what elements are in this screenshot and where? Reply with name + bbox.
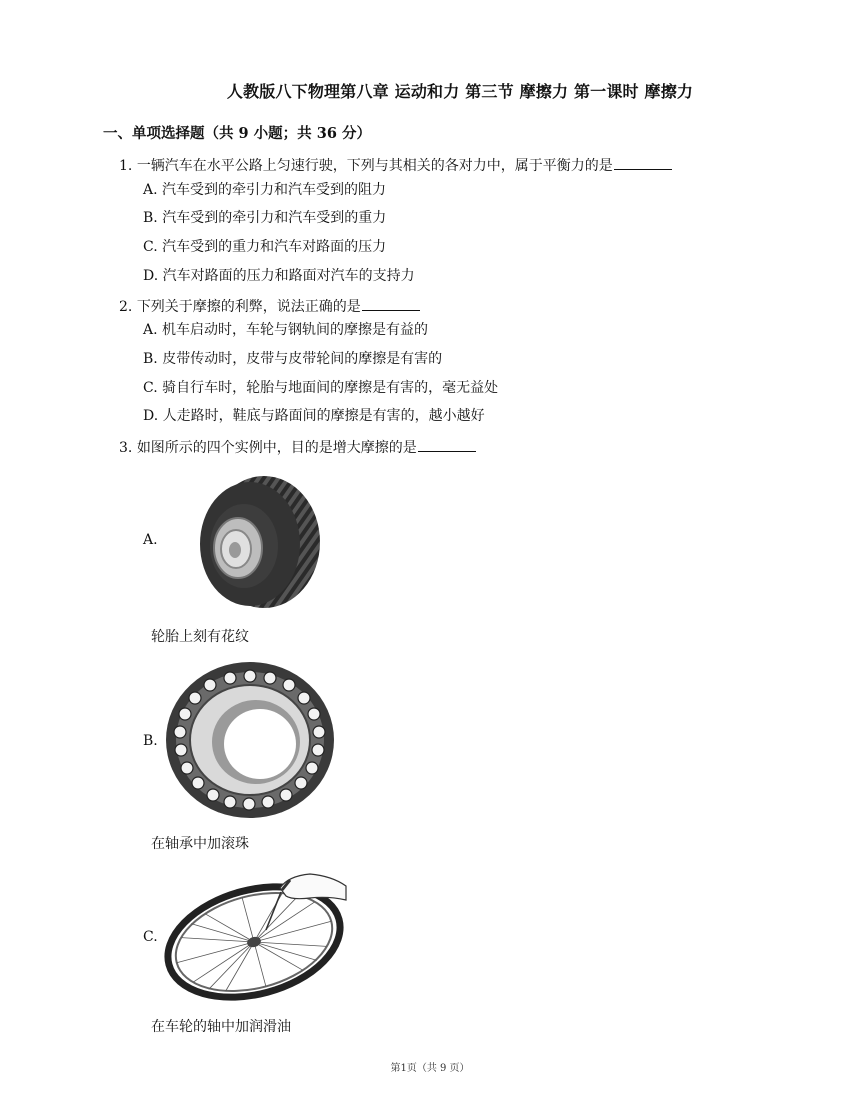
option-a: A. 机车启动时，车轮与钢轨间的摩擦是有益的 (143, 322, 429, 338)
question-2 (119, 296, 420, 316)
question-text: 一辆汽车在水平公路上匀速行驶，下列与其相关的各对力中，属于平衡力的是 (136, 158, 613, 174)
answer-blank (362, 298, 420, 311)
image-option-b-caption: 在轴承中加滚珠 (151, 836, 249, 852)
question-text: 如图所示的四个实例中，目的是增大摩擦的是 (136, 440, 417, 456)
bicycle-wheel-oil-image (160, 866, 352, 1012)
option-b: B. 皮带传动时，皮带与皮带轮间的摩擦是有害的 (143, 351, 443, 367)
image-option-a-caption: 轮胎上刻有花纹 (151, 629, 249, 645)
answer-blank (614, 157, 672, 170)
option-a: A. 汽车受到的牵引力和汽车受到的阻力 (143, 182, 387, 198)
question-3 (119, 437, 476, 457)
image-option-c-caption: 在车轮的轴中加润滑油 (151, 1019, 291, 1035)
answer-blank (418, 439, 476, 452)
question-text: 下列关于摩擦的利弊，说法正确的是 (136, 299, 361, 315)
image-option-c-label: C. (143, 929, 158, 945)
page-title: 人教版八下物理第八章 运动和力 第三节 摩擦力 第一课时 摩擦力 (226, 82, 694, 101)
question-1 (119, 155, 672, 175)
option-c: C. 汽车受到的重力和汽车对路面的压力 (143, 239, 387, 255)
question-number: 1. (119, 158, 133, 174)
page-footer: 第1页（共 9 页） (390, 1063, 470, 1074)
section-heading: 一、单项选择题（共 9 小题；共 36 分） (103, 125, 371, 142)
question-number: 3. (119, 440, 133, 456)
option-d: D. 人走路时，鞋底与路面间的摩擦是有害的，越小越好 (143, 408, 485, 424)
image-option-b-label: B. (143, 733, 158, 749)
image-option-a-label: A. (143, 532, 158, 548)
question-number: 2. (119, 299, 133, 315)
ball-bearing-image (158, 658, 338, 820)
option-b: B. 汽车受到的牵引力和汽车受到的重力 (143, 210, 387, 226)
tire-image (184, 470, 328, 614)
option-d: D. 汽车对路面的压力和路面对汽车的支持力 (143, 268, 415, 284)
option-c: C. 骑自行车时，轮胎与地面间的摩擦是有害的，毫无益处 (143, 380, 499, 396)
